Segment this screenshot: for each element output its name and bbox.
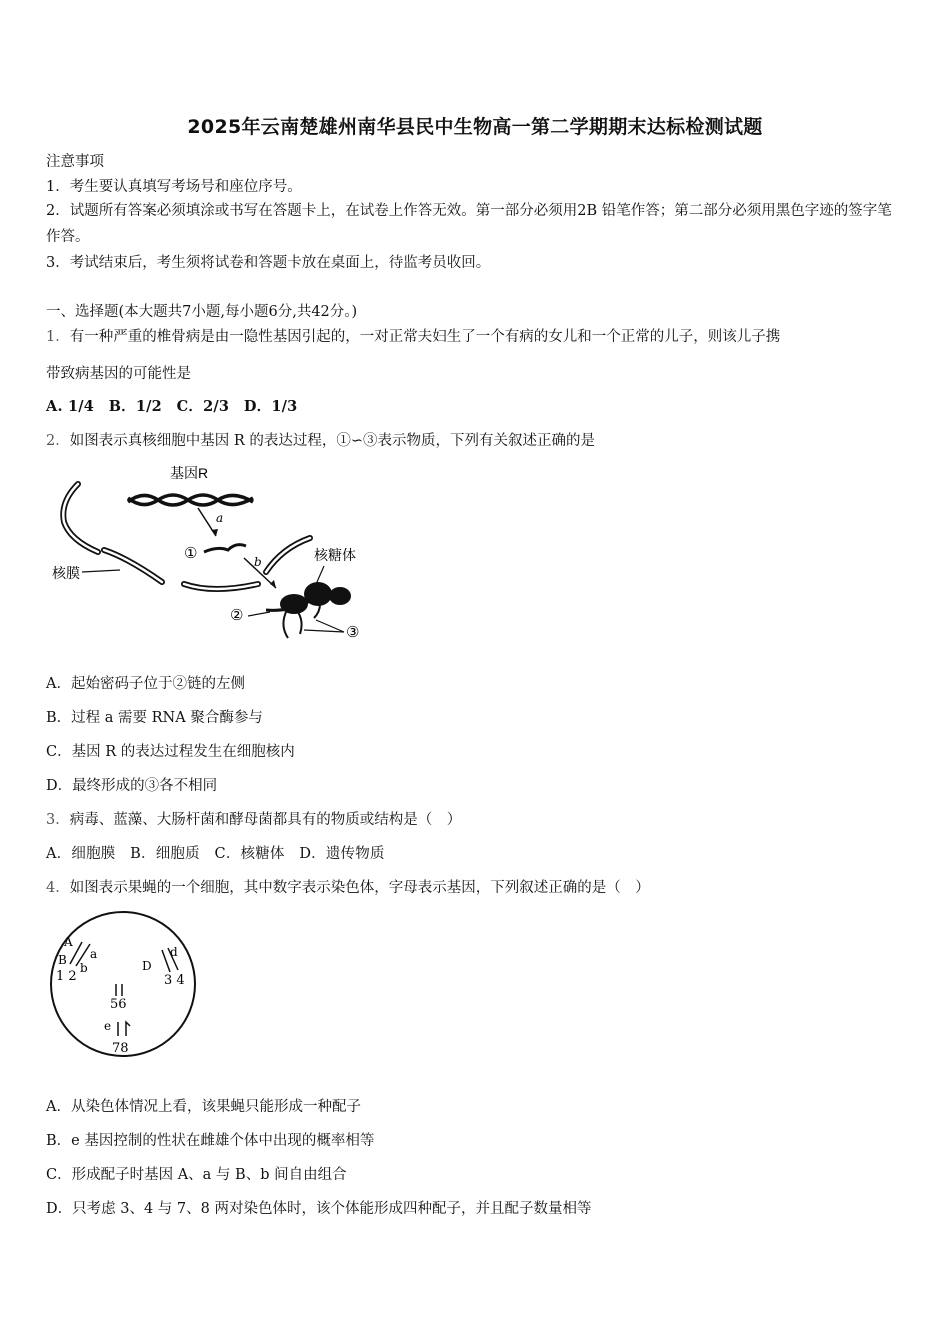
nuclear-membrane-segment-inner [63,484,98,552]
gene-b: b [80,961,88,975]
notice-item-3: 3．考试结束后，考生须将试卷和答题卡放在桌面上，待监考员收回。 [46,255,491,271]
question-4 [46,878,906,898]
nuclear-membrane-pointer [82,570,120,572]
question-2-option-c: C．基因 R 的表达过程发生在细胞核内 [46,744,295,760]
mark-3-pointer [304,630,344,632]
question-stem: 病毒、蓝藻、大肠杆菌和酵母菌都具有的物质或结构是（ ） [69,812,462,828]
page-title: 2025年云南楚雄州南华县民中生物高一第二学期期末达标检测试题 [187,116,763,138]
notice-item-1: 1．考生要认真填写考场号和座位序号。 [46,179,302,195]
question-2-option-b: B．过程 a 需要 RNA 聚合酶参与 [46,710,263,726]
question-stem: 如图表示果蝇的一个细胞，其中数字表示染色体，字母表示基因，下列叙述正确的是（ ） [69,880,650,896]
gene-d: d [170,945,178,959]
label-a: a [216,511,224,525]
mrna-strand [204,545,246,552]
notice-item-2: 2．试题所有答案必须填涂或书写在答题卡上，在试卷上作答无效。第一部分必须用2B 铅笔作答；第二部分必须用黑色字迹的签字笔作答。 [46,203,892,245]
mark-3: ③ [346,623,360,641]
question-4-option-b: B．e 基因控制的性状在雌雄个体中出现的概率相等 [46,1133,375,1149]
gene-e: e [104,1019,112,1033]
question-3-options: A．细胞膜 B．细胞质 C．核糖体 D．遗传物质 [46,846,385,862]
gene-r-label: 基因R [170,465,209,481]
question-4-option-c: C．形成配子时基因 A、a 与 B、b 间自由组合 [46,1167,347,1183]
mark-2: ② [230,606,244,624]
gene-B: B [58,953,67,967]
notice-heading: 注意事项 [46,154,104,170]
nuclear-membrane-label: 核膜 [52,565,80,581]
ribosome [329,587,351,605]
polypeptide-chain [314,604,320,618]
question-1-options: A. 1/4 B．1/2 C．2/3 D．1/3 [46,398,298,415]
question-number: 4． [46,880,70,896]
chromosome-numbers-1-2: 1 2 [56,969,77,984]
arrow-b-head [270,580,276,588]
chromosome-3 [162,950,170,972]
question-4-option-a: A．从染色体情况上看，该果蝇只能形成一种配子 [46,1099,361,1115]
question-3 [46,810,906,830]
section-header: 一、选择题(本大题共7小题,每小题6分,共42分。) [46,304,358,320]
question-stem: 如图表示真核细胞中基因 R 的表达过程，①∽③表示物质，下列有关叙述正确的是 [69,433,596,449]
gene-expression-figure [48,462,378,652]
ribosome-label: 核糖体 [314,547,356,563]
ribosome [304,582,332,606]
label-b: b [254,555,262,569]
ribosome [280,594,308,614]
question-1-stem-continued: 带致病基因的可能性是 [46,366,191,382]
question-1 [46,327,906,347]
question-number: 2． [46,433,70,449]
question-2-option-d: D．最终形成的③各不相同 [46,778,218,794]
polypeptide-chain [283,612,301,638]
gene-a: a [90,947,98,961]
drosophila-cell-figure [46,908,206,1060]
mark-1: ① [184,544,198,562]
chromosome-8 [126,1022,130,1036]
gene-D: D [142,959,152,973]
question-stem: 有一种严重的椎骨病是由一隐性基因引起的，一对正常夫妇生了一个有病的女儿和一个正常的儿子，则该儿子携 [69,329,781,345]
question-number: 3． [46,812,70,828]
chromosome-numbers-3-4: 3 4 [164,973,185,988]
question-number: 1． [46,329,70,345]
question-4-option-d: D．只考虑 3、4 与 7、8 两对染色体时，该个体能形成四种配子，并且配子数量相等 [46,1201,592,1217]
chromosome-numbers-7-8: 78 [112,1041,129,1056]
question-2-option-a: A．起始密码子位于②链的左侧 [46,676,245,692]
question-2 [46,431,906,451]
mark-2-pointer [248,612,270,616]
nuclear-membrane-segment [266,538,310,572]
gene-A: A [64,935,73,949]
chromosome-numbers-5-6: 56 [110,997,127,1012]
mark-3-pointer [316,620,344,632]
